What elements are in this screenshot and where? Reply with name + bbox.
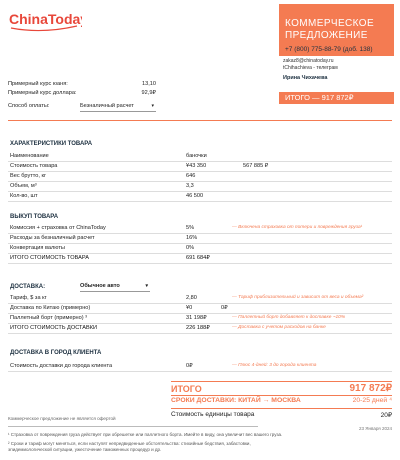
city-table: [8, 362, 392, 372]
table-row: Расходы за безналичный расчет 16%: [8, 234, 392, 244]
chevron-down-icon: ▾: [151, 103, 154, 109]
usd-rate-label: Примерный курс доллара:: [8, 90, 77, 96]
usd-rate-value: 92,9₽: [141, 90, 156, 96]
table-row: Стоимость товара ¥43 350 567 885 ₽: [8, 162, 392, 172]
delivery-table: [8, 294, 392, 334]
section-title-buyout: ВЫКУП ТОВАРА: [10, 214, 59, 220]
payment-label: Способ оплаты:: [8, 103, 50, 109]
summary-term-value: 20-25 дней ⁴: [352, 397, 392, 404]
summary-total-label: ИТОГО: [171, 384, 202, 394]
table-row: Стоимость доставки до города клиента 0₽ — Плюс 4-дней: 3 до города клиента: [8, 362, 392, 372]
contact-email[interactable]: zakaz8@chinatoday.ru: [283, 58, 334, 64]
section-title-delivery: ДОСТАВКА:: [10, 284, 46, 290]
contact-telegram[interactable]: tChihachieva - телеграм: [283, 65, 338, 71]
summary-total-value: 917 872₽: [349, 383, 392, 394]
table-row: Вес брутто, кг 646: [8, 172, 392, 182]
table-row: Кол-во, шт 46 500: [8, 192, 392, 202]
offer-disclaimer: Коммерческое предложение не является офертой: [8, 416, 116, 421]
chinatoday-logo: [7, 4, 82, 34]
summary-unit-label: Стоимость единицы товара: [171, 411, 255, 418]
yuan-rate-value: 13,10: [142, 81, 156, 87]
table-row: Паллетный борт (примерно) ³ 31 198₽ — Паллетный борт добавляет к доставке ~10%: [8, 314, 392, 324]
table-row: Конвертация валюты 0%: [8, 244, 392, 254]
summary-top-line: [171, 381, 392, 382]
header-title-line2: ПРЕДЛОЖЕНИЕ: [285, 30, 368, 41]
logo-text: ChinaToday: [9, 11, 82, 27]
header-phone[interactable]: +7 (800) 775-88-79 (доб. 138): [285, 46, 373, 53]
summary-line: [171, 395, 392, 396]
table-row: Объем, м³ 3,3: [8, 182, 392, 192]
delivery-mode-select[interactable]: [80, 283, 150, 292]
header-card: [279, 4, 394, 104]
product-table: [8, 152, 392, 202]
yuan-rate-label: Примерный курс юаня:: [8, 81, 68, 87]
section-title-city: ДОСТАВКА В ГОРОД КЛИЕНТА: [10, 350, 102, 356]
summary-unit-value: 20₽: [380, 412, 392, 419]
summary-term-label: СРОКИ ДОСТАВКИ: КИТАЙ → МОСКВА: [171, 397, 301, 404]
contact-manager: Ирина Чихачева: [283, 75, 328, 81]
header-contact-panel: [279, 56, 394, 92]
footnote-1: ¹ Страховка от повреждения груза действует при обрешетке или паллетного борта. Имейте в виду, она увеличит вес вашего груза.: [8, 432, 283, 437]
payment-select[interactable]: [80, 103, 156, 112]
table-row: Тариф, $ за кг 2,80 — Тариф приблизительный и зависит от веса и объема²: [8, 294, 392, 304]
header-title-line1: КОММЕРЧЕСКОЕ: [285, 18, 375, 29]
summary-line: [171, 408, 392, 409]
divider: [8, 426, 258, 427]
header-total: ИТОГО — 917 872₽: [285, 93, 354, 102]
document-date: 23 Января 2024: [359, 426, 392, 431]
payment-select-value: Безналичный расчет: [80, 103, 134, 109]
table-row-total: ИТОГО СТОИМОСТЬ ДОСТАВКИ 226 188₽ — Доставка с учетом расходов на банке: [8, 324, 392, 334]
footnote-2: ² Сроки и тариф могут меняться, если наступят непредвиденные обстоятельства: стихийные бедствия, забастовки,: [8, 441, 251, 446]
table-row: Комиссия + страховка от ChinaToday 5% — Включена страховка от потери и повреждения груза¹: [8, 224, 392, 234]
delivery-mode-value: Обычное авто: [80, 283, 120, 289]
buyout-table: [8, 224, 392, 264]
divider: [8, 120, 392, 121]
footnote-3: эпидемиологической ситуации, ужесточение таможенных процедур и др.: [8, 447, 162, 452]
table-row: Наименование баночки: [8, 152, 392, 162]
table-row: Доставка по Китаю (примерно) ¥0 0₽: [8, 304, 392, 314]
section-title-product: ХАРАКТЕРИСТИКИ ТОВАРА: [10, 141, 93, 147]
table-row-total: ИТОГО СТОИМОСТЬ ТОВАРА 691 684₽: [8, 254, 392, 264]
chevron-down-icon: ▾: [145, 283, 148, 289]
